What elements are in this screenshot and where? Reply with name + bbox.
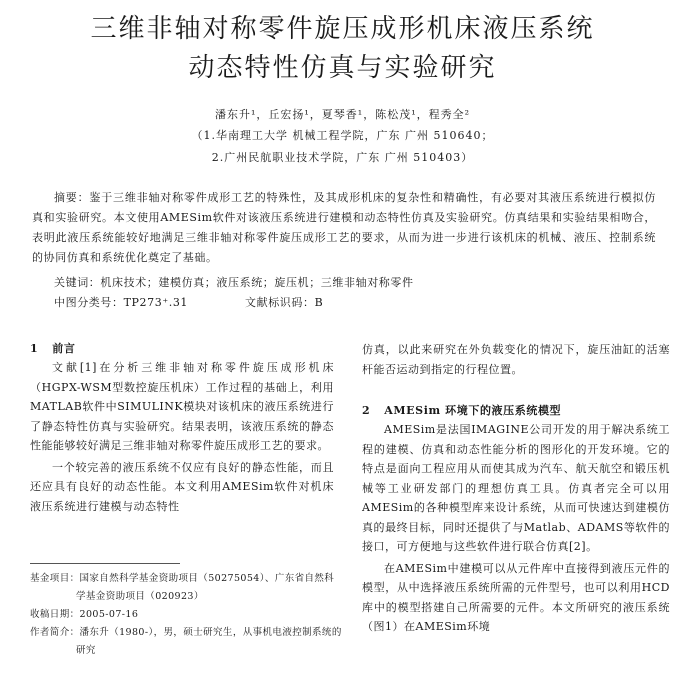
section-1-heading bbox=[30, 340, 75, 356]
right-top-paragraph: 仿真，以此来研究在外负载变化的情况下，旋压油缸的活塞杆能否运动到指定的行程位置。 bbox=[362, 343, 670, 376]
title-line-1: 三维非轴对称零件旋压成形机床液压系统 bbox=[90, 14, 595, 44]
section-1-paragraph-2: 一个较完善的液压系统不仅应有良好的静态性能，而且还应具有良好的动态性能。本文利用AMESim软件对机床液压系统进行建模与动态特性 bbox=[30, 460, 334, 513]
authors: 潘东升¹，丘宏扬¹，夏琴香¹，陈松茂¹，程秀全² bbox=[214, 108, 471, 121]
section-2-title: AMESim 环境下的液压系统模型 bbox=[384, 404, 562, 417]
affiliation-1: （1.华南理工大学 机械工程学院，广东 广州 510640； bbox=[191, 129, 494, 142]
affiliation-2: 2.广州民航职业技术学院，广东 广州 510403） bbox=[211, 151, 474, 164]
right-column-continuation bbox=[362, 340, 670, 379]
section-2-number: 2 bbox=[362, 404, 371, 417]
received-date: 收稿日期：2005-07-16 bbox=[30, 609, 139, 620]
section-1-title: 前言 bbox=[52, 342, 76, 355]
footnote-rule bbox=[30, 563, 180, 564]
section-2-paragraph-2: 在AMESim中建模可以从元件库中直接得到液压元件的模型，从中选择液压系统所需的元件型号，也可以利用HCD库中的模型搭建自己所需要的元件。本文所研究的液压系统（图1）在AMESim环境 bbox=[362, 561, 670, 633]
fund-line-2: 学基金资助项目（020923） bbox=[76, 591, 204, 602]
document-code: 文献标识码：B bbox=[245, 296, 324, 309]
keywords: 关键词：机床技术；建模仿真；液压系统；旋压机；三维非轴对称零件 bbox=[54, 276, 414, 289]
abstract: 摘要：鉴于三维非轴对称零件成形工艺的特殊性，及其成形机床的复杂性和精确性，有必要对其液压系统进行模拟仿真和实验研究。本文使用AMESim软件对该液压系统进行建模和动态特性仿真及实验研究。仿真结果和实验结果相吻合，表明此液压系统能较好地满足三维非轴对称零件旋压成形工艺的要求，从而为进一步进行该机床的机械、液压、控制系统的协同仿真和系统优化奠定了基础。 bbox=[32, 191, 656, 264]
author-bio-2: 研究 bbox=[76, 645, 96, 656]
fund-line-1: 基金项目：国家自然科学基金资助项目（50275054）、广东省自然科 bbox=[30, 573, 335, 584]
section-2-heading bbox=[362, 402, 561, 418]
clc-number: 中图分类号：TP273⁺.31 bbox=[54, 296, 189, 309]
left-column bbox=[30, 358, 334, 516]
section-2-body bbox=[362, 420, 670, 637]
author-bio-1: 作者简介：潘东升（1980-），男，硕士研究生，从事机电液控制系统的 bbox=[30, 627, 342, 638]
section-2-paragraph-1: AMESim是法国IMAGINE公司开发的用于解决系统工程的建模、仿真和动态性能分析的图形化的开发环境。它的特点是面向工程应用从而使其成为汽车、航天航空和锻压机械等工业研发部门的理想仿真工具。仿真者完全可以用AMESim的各种模型库来设计系统，从而可快速达到建模仿真的最终目标，同时还提供了与Matlab、ADAMS等软件的接口，可方便地与这些软件进行联合仿真[2]。 bbox=[362, 423, 670, 553]
footnotes bbox=[30, 570, 350, 660]
title-line-2: 动态特性仿真与实验研究 bbox=[188, 53, 497, 83]
section-1-number: 1 bbox=[30, 342, 39, 355]
section-1-paragraph-1: 文献[1]在分析三维非轴对称零件旋压成形机床（HGPX-WSM型数控旋压机床）工作过程的基础上，利用MATLAB软件中SIMULINK模块对该机床的液压系统进行了静态特性仿真与实验研究。结果表明，该液压系统的静态性能能够较好满足三维非轴对称零件旋压成形工艺的要求。 bbox=[30, 361, 334, 452]
